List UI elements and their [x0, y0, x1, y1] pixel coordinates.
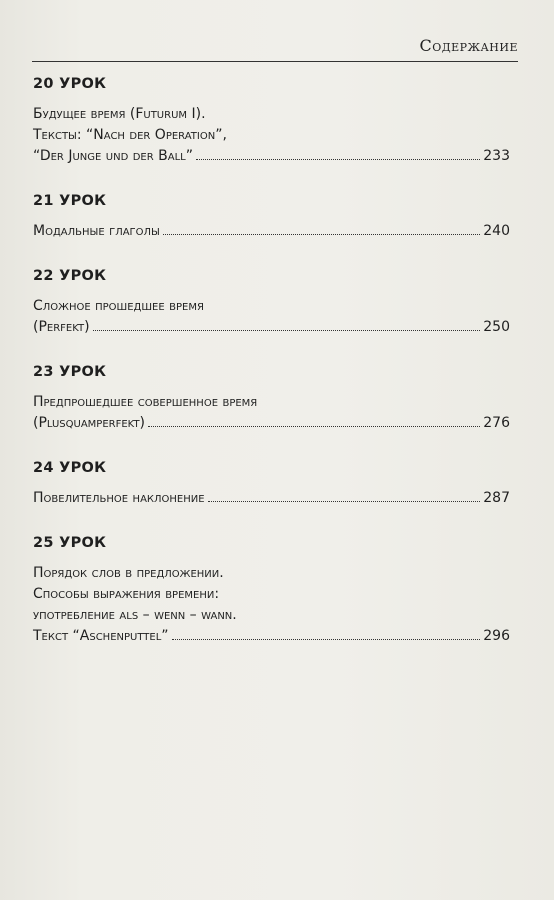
header-rule	[32, 61, 518, 62]
toc-entry	[33, 221, 510, 242]
page-number: 250	[483, 319, 510, 335]
entry-line: Предпрошедшее совершенное время	[33, 394, 258, 410]
page-number: 233	[483, 148, 510, 164]
lesson-title: 25 УРОК	[33, 535, 107, 551]
page-number: 287	[483, 490, 510, 506]
table-of-contents	[33, 74, 510, 671]
entry-line: Будущее время (Futurum I).	[33, 106, 206, 122]
dot-leader	[93, 329, 481, 331]
toc-lesson-24	[33, 458, 510, 509]
lesson-title: 23 УРОК	[33, 364, 107, 380]
entry-line: Порядок слов в предложении.	[33, 565, 224, 581]
toc-entry	[33, 146, 510, 167]
toc-entry	[33, 413, 510, 434]
dot-leader	[148, 425, 480, 427]
page-number: 276	[483, 415, 510, 431]
toc-lesson-21	[33, 191, 510, 242]
entry-text: Текст “Aschenputtel”	[33, 628, 169, 644]
entry-text: (Plusquamperfekt)	[33, 415, 146, 431]
dot-leader	[208, 500, 481, 502]
dot-leader	[172, 638, 481, 640]
toc-lesson-22	[33, 266, 510, 338]
lesson-title: 24 УРОК	[33, 460, 107, 476]
page-number: 296	[483, 628, 510, 644]
entry-text: (Perfekt)	[33, 319, 90, 335]
entry-line: Сложное прошедшее время	[33, 298, 204, 314]
toc-lesson-20	[33, 74, 510, 167]
dot-leader	[163, 233, 480, 235]
entry-line: Способы выражения времени:	[33, 586, 220, 602]
lesson-title: 21 УРОК	[33, 193, 107, 209]
toc-lesson-23	[33, 362, 510, 434]
toc-entry	[33, 317, 510, 338]
entry-line: употребление als – wenn – wann.	[33, 607, 237, 623]
entry-text: Повелительное наклонение	[33, 490, 205, 506]
dot-leader	[196, 158, 480, 160]
toc-lesson-25	[33, 533, 510, 647]
toc-entry	[33, 626, 510, 647]
page-number: 240	[483, 223, 510, 239]
entry-text: “Der Junge und der Ball”	[33, 148, 193, 164]
entry-line: Тексты: “Nach der Operation”,	[33, 127, 227, 143]
lesson-title: 22 УРОК	[33, 268, 107, 284]
lesson-title: 20 УРОК	[33, 76, 107, 92]
entry-text: Модальные глаголы	[33, 223, 160, 239]
toc-entry	[33, 488, 510, 509]
running-head: Содержание	[419, 36, 518, 55]
